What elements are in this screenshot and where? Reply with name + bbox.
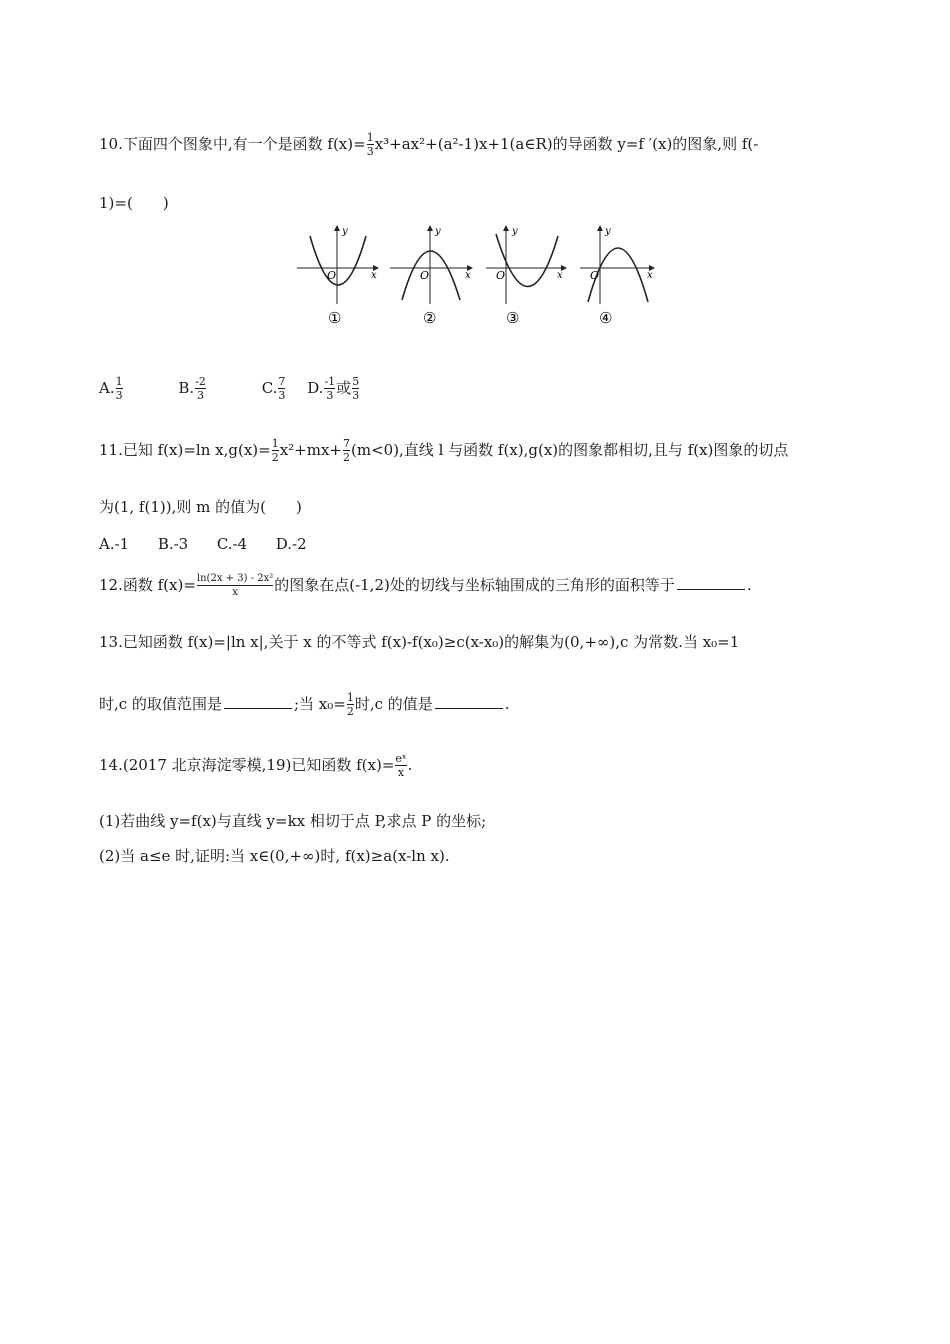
graph-1-origin: O	[327, 269, 337, 282]
graph-3-origin: O	[496, 269, 506, 282]
q10-option-d: D. $\frac{-1}{3}$ 或 $\frac{5}{3}$	[307, 375, 360, 402]
q13-line2: 时,c 的取值范围是 ;当 x₀= $\frac{1}{2}$ 时,c 的值是 .	[99, 691, 510, 718]
q13-line1: 13.已知函数 f(x)=|ln x|,关于 x 的不等式 f(x)-f(x₀)≥c(x-x₀)的解集为(0,+∞),c 为常数.当 x₀=1	[99, 633, 740, 651]
graph-3-label: ③	[506, 309, 520, 327]
q13-fraction: $\frac{1}{2}$	[346, 691, 354, 718]
graph-4-x-label: x	[647, 270, 653, 281]
graph-4-label: ④	[599, 309, 613, 327]
graph-2-origin: O	[420, 269, 430, 282]
q10-fraction: $\frac{1}{3}$	[366, 131, 374, 158]
q14-part2: (2)当 a≤e 时,证明:当 x∈(0,+∞)时, f(x)≥a(x-ln x).	[99, 847, 450, 865]
graph-1-x-label: x	[371, 270, 377, 281]
q10-option-c: C. $\frac{7}{3}$	[261, 375, 286, 402]
graph-3-x-label: x	[557, 270, 563, 281]
q12-line: 12.函数 f(x)= $\frac{\text{ln(2x + 3) - 2x²}}{x}$ 的图象在点(-1,2)处的切线与坐标轴围成的三角形的面积等于 .	[99, 573, 752, 598]
q11-fraction-2: $\frac{7}{2}$	[343, 437, 350, 464]
graph-4-y-label: y	[605, 226, 611, 237]
q10-graphs	[292, 222, 664, 330]
graph-3	[486, 226, 566, 327]
graph-2-x-label: x	[465, 270, 471, 281]
graph-3-y-label: y	[512, 226, 518, 237]
q10-text-prefix: 10.下面四个图象中,有一个是函数 f(x)=	[99, 135, 366, 153]
graph-1	[297, 226, 378, 327]
q14-line1: 14.(2017 北京海淀零模,19)已知函数 f(x)= $\frac{\text{eˣ}}{x}$ .	[99, 752, 413, 779]
graph-2-label: ②	[423, 309, 437, 327]
q12-fraction: $\frac{\text{ln(2x + 3) - 2x²}}{x}$	[196, 573, 274, 598]
q10-option-b: B. $\frac{-2}{3}$	[178, 375, 206, 402]
q10-option-a: A. $\frac{1}{3}$	[99, 375, 123, 402]
q10-options	[99, 376, 360, 402]
graph-2-y-label: y	[435, 226, 441, 237]
graph-2	[390, 226, 472, 327]
graph-1-label: ①	[328, 309, 342, 327]
q13-answer-blank-1[interactable]	[224, 693, 292, 709]
q11-line2: 为(1, f(1)),则 m 的值为( )	[99, 498, 302, 516]
q11-fraction-1: $\frac{1}{2}$	[271, 437, 279, 464]
q10-text-suffix: x³+ax²+(a²-1)x+1(a∈R)的导函数 y=f ′(x)的图象,则 f(-	[374, 135, 759, 153]
q11-options: A.-1 B.-3 C.-4 D.-2	[99, 535, 307, 553]
q14-fraction: $\frac{\text{eˣ}}{x}$	[395, 752, 407, 779]
graph-1-y-label: y	[342, 226, 348, 237]
q13-answer-blank-2[interactable]	[435, 693, 503, 709]
q10-line1	[99, 132, 758, 158]
q11-line1: 11.已知 f(x)=ln x,g(x)= $\frac{1}{2}$ x²+mx+ $\frac{7}{2}$ (m<0),直线 l 与函数 f(x),g(x)的图象都相切,且与 f(x)图象的切点	[99, 437, 789, 464]
graph-4	[580, 226, 654, 327]
q14-part1: (1)若曲线 y=f(x)与直线 y=kx 相切于点 P,求点 P 的坐标;	[99, 812, 487, 830]
q10-line2: 1)=( )	[99, 194, 169, 212]
graph-4-origin: O	[590, 269, 600, 282]
q12-answer-blank[interactable]	[677, 574, 745, 590]
